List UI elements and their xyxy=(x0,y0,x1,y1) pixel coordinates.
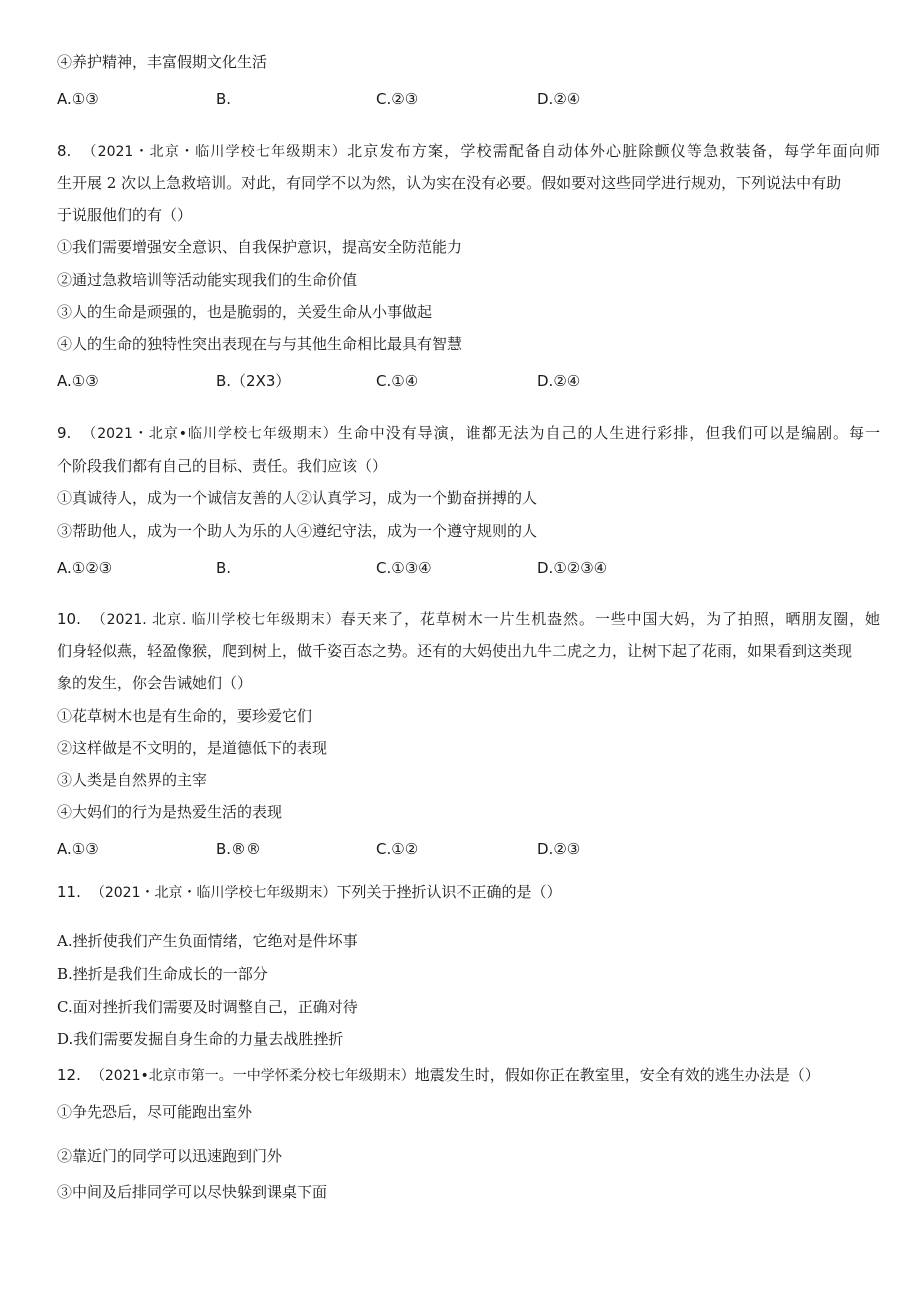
q10-item-4: ④大妈们的行为是热爱生活的表现 xyxy=(57,803,283,821)
prev-item-4: ④养护精神，丰富假期文化生活 xyxy=(57,53,268,71)
q8-stem-line2: 生开展 2 次以上急救培训。对此，有同学不以为然，认为实在没有必要。假如要对这些同学进行规劝，下列说法中有助 xyxy=(57,174,842,192)
q9-stem-line1 xyxy=(57,423,880,444)
q11-option-c: C.面对挫折我们需要及时调整自己，正确对待 xyxy=(57,998,358,1016)
q9-option-c: C.①③④ xyxy=(376,559,432,577)
q8-item-4: ④人的生命的独特性突出表现在与与其他生命相比最具有智慧 xyxy=(57,335,463,353)
q11-number: 11. xyxy=(57,883,81,901)
q8-stem-line3: 于说服他们的有（） xyxy=(57,206,193,224)
q9-number: 9. xyxy=(57,424,72,442)
q9-stem-line2: 个阶段我们都有自己的目标、责任。我们应该（） xyxy=(57,457,388,475)
q10-source: （2021. 北京. 临川学校七年级期末） xyxy=(90,612,341,628)
q12-stem-line1 xyxy=(57,1065,880,1086)
q10-option-a: A.①③ xyxy=(57,840,99,858)
q10-text-1: 春天来了，花草树木一片生机盎然。一些中国大妈，为了拍照，晒朋友圈，她 xyxy=(340,610,880,628)
prev-option-a: A.①③ xyxy=(57,90,99,108)
q11-stem-line1 xyxy=(57,882,880,903)
prev-option-c: C.②③ xyxy=(376,90,419,108)
q8-option-d: D.②④ xyxy=(537,372,581,390)
prev-option-d: D.②④ xyxy=(537,90,581,108)
q10-stem-line2: 们身轻似燕，轻盈像猴，爬到树上，做千姿百态之势。还有的大妈使出九牛二虎之力，让树下起了花雨，如果看到这类现 xyxy=(57,642,853,660)
q10-number: 10. xyxy=(57,610,81,628)
q12-number: 12. xyxy=(57,1066,81,1084)
q8-text-1: 北京发布方案，学校需配备自动体外心脏除颤仪等急救装备，每学年面向师 xyxy=(347,142,880,160)
q9-option-b: B. xyxy=(216,559,232,577)
q11-option-a: A.挫折使我们产生负面情绪，它绝对是件坏事 xyxy=(57,932,358,950)
q10-option-c: C.①② xyxy=(376,840,419,858)
q8-number: 8. xyxy=(57,142,72,160)
q12-source: （2021•北京市第一。一中学怀柔分校七年级期末） xyxy=(90,1068,415,1084)
q9-option-a: A.①②③ xyxy=(57,559,113,577)
q8-source: （2021・北京・临川学校七年级期末） xyxy=(81,144,348,160)
q9-item-2: ③帮助他人，成为一个助人为乐的人④遵纪守法，成为一个遵守规则的人 xyxy=(57,522,538,540)
q11-text-1: 下列关于挫折认识不正确的是（） xyxy=(336,883,562,901)
q10-stem-line1 xyxy=(57,609,880,630)
q8-item-3: ③人的生命是顽强的，也是脆弱的，关爱生命从小事做起 xyxy=(57,303,433,321)
q8-option-a: A.①③ xyxy=(57,372,99,390)
q8-option-b: B.（2X3） xyxy=(216,372,291,390)
q9-item-1: ①真诚待人，成为一个诚信友善的人②认真学习，成为一个勤奋拼搏的人 xyxy=(57,489,538,507)
q10-item-3: ③人类是自然界的主宰 xyxy=(57,771,208,789)
q8-item-2: ②通过急救培训等活动能实现我们的生命价值 xyxy=(57,271,358,289)
q8-stem-line1 xyxy=(57,141,880,162)
q8-item-1: ①我们需要增强安全意识、自我保护意识，提高安全防范能力 xyxy=(57,238,463,256)
q11-source: （2021・北京・临川学校七年级期末） xyxy=(90,885,337,901)
q8-option-c: C.①④ xyxy=(376,372,419,390)
q12-item-1: ①争先恐后，尽可能跑出室外 xyxy=(57,1103,253,1121)
q10-item-2: ②这样做是不文明的，是道德低下的表现 xyxy=(57,739,328,757)
q11-option-b: B.挫折是我们生命成长的一部分 xyxy=(57,965,268,983)
q12-item-2: ②靠近门的同学可以迅速跑到门外 xyxy=(57,1147,283,1165)
q12-text-1: 地震发生时，假如你正在教室里，安全有效的逃生办法是（） xyxy=(414,1066,820,1084)
q9-option-d: D.①②③④ xyxy=(537,559,608,577)
q10-option-b: B.®® xyxy=(216,840,262,858)
q10-stem-line3: 象的发生，你会告诫她们（） xyxy=(57,674,253,692)
q11-option-d: D.我们需要发掘自身生命的力量去战胜挫折 xyxy=(57,1030,344,1048)
q12-item-3: ③中间及后排同学可以尽快躲到课桌下面 xyxy=(57,1183,328,1201)
q9-text-1: 生命中没有导演，谁都无法为自己的人生进行彩排，但我们可以是编剧。每一 xyxy=(337,424,880,442)
q10-item-1: ①花草树木也是有生命的，要珍爱它们 xyxy=(57,707,313,725)
q10-option-d: D.②③ xyxy=(537,840,581,858)
prev-option-b: B. xyxy=(216,90,232,108)
q9-source: （2021・北京•临川学校七年级期末） xyxy=(81,426,338,442)
